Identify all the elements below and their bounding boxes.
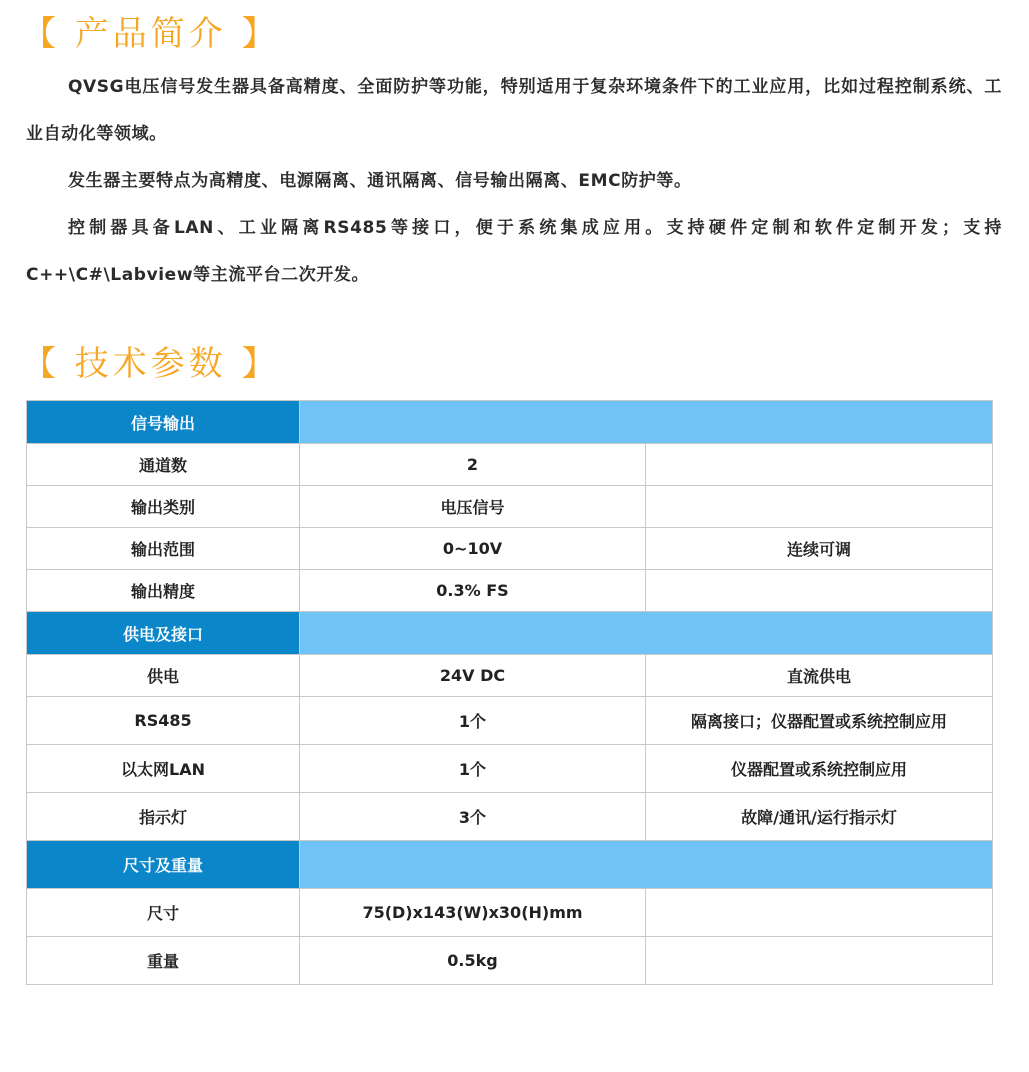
section-header-fill [300, 401, 993, 444]
param-note: 隔离接口；仪器配置或系统控制应用 [646, 697, 993, 745]
spec-table [26, 400, 993, 985]
param-name: 输出类别 [27, 486, 300, 528]
section-heading: 供电及接口 [27, 612, 300, 655]
table-row [27, 444, 993, 486]
param-note [646, 444, 993, 486]
param-name: 以太网LAN [27, 745, 300, 793]
section-heading: 信号输出 [27, 401, 300, 444]
param-value: 75(D)x143(W)x30(H)mm [300, 889, 646, 937]
section-header-fill [300, 841, 993, 889]
table-row [27, 889, 993, 937]
section-header-fill [300, 612, 993, 655]
intro-text-block [26, 64, 1002, 299]
param-value: 24V DC [300, 655, 646, 697]
table-row [27, 528, 993, 570]
param-name: 输出精度 [27, 570, 300, 612]
table-row [27, 570, 993, 612]
param-value: 电压信号 [300, 486, 646, 528]
table-row [27, 486, 993, 528]
table-row [27, 745, 993, 793]
param-name: RS485 [27, 697, 300, 745]
table-row [27, 937, 993, 985]
section-heading: 尺寸及重量 [27, 841, 300, 889]
spec-section-header [27, 612, 993, 655]
param-value: 1个 [300, 745, 646, 793]
param-note [646, 570, 993, 612]
param-note [646, 937, 993, 985]
table-row [27, 793, 993, 841]
param-note: 仪器配置或系统控制应用 [646, 745, 993, 793]
intro-paragraph: 发生器主要特点为高精度、电源隔离、通讯隔离、信号输出隔离、EMC防护等。 [68, 171, 692, 191]
param-name: 指示灯 [27, 793, 300, 841]
spec-section-title: 【 技术参数 】 [22, 344, 280, 384]
param-value: 0.3% FS [300, 570, 646, 612]
param-value: 0.5kg [300, 937, 646, 985]
param-note: 连续可调 [646, 528, 993, 570]
param-note [646, 486, 993, 528]
intro-paragraph: QVSG电压信号发生器具备高精度、全面防护等功能，特别适用于复杂环境条件下的工业应用，比如过程控制系统、工业自动化等领域。 [26, 77, 1002, 144]
param-value: 3个 [300, 793, 646, 841]
table-row [27, 655, 993, 697]
param-value: 1个 [300, 697, 646, 745]
table-row [27, 697, 993, 745]
param-name: 供电 [27, 655, 300, 697]
param-name: 输出范围 [27, 528, 300, 570]
param-name: 尺寸 [27, 889, 300, 937]
param-name: 重量 [27, 937, 300, 985]
param-note: 故障/通讯/运行指示灯 [646, 793, 993, 841]
param-value: 2 [300, 444, 646, 486]
param-name: 通道数 [27, 444, 300, 486]
spec-section-header [27, 401, 993, 444]
param-note: 直流供电 [646, 655, 993, 697]
intro-paragraph: 控制器具备LAN、工业隔离RS485等接口，便于系统集成应用。支持硬件定制和软件定制开发；支持C++\C#\Labview等主流平台二次开发。 [26, 218, 1003, 285]
spec-section-header [27, 841, 993, 889]
param-note [646, 889, 993, 937]
intro-section-title: 【 产品简介 】 [22, 14, 280, 54]
param-value: 0~10V [300, 528, 646, 570]
